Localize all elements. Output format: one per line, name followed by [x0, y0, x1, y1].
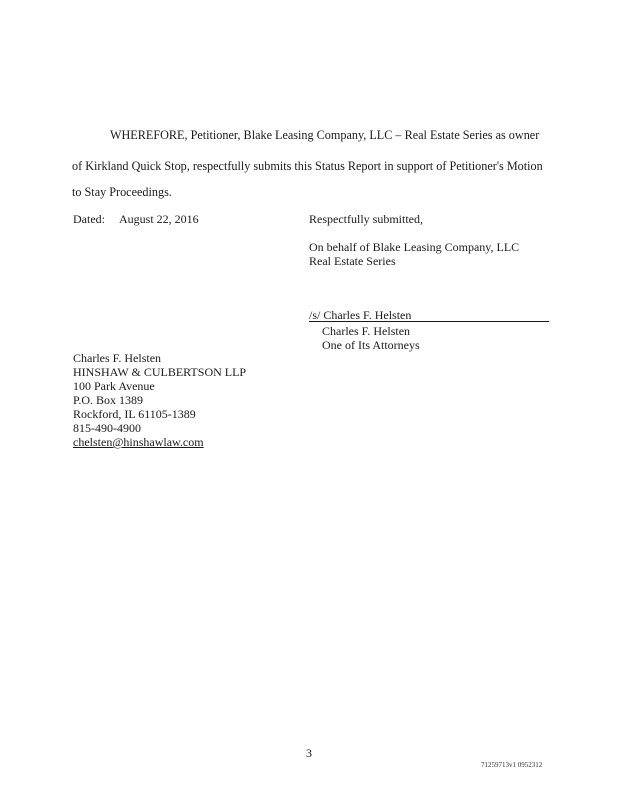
- dated-date: August 22, 2016: [119, 212, 199, 226]
- counsel-name: Charles F. Helsten: [73, 351, 162, 365]
- counsel-phone: 815-490-4900: [73, 421, 141, 435]
- document-id: 71259713v1 0952312: [481, 761, 543, 769]
- signer-role: One of Its Attorneys: [322, 338, 420, 352]
- body-line-3: to Stay Proceedings.: [72, 185, 172, 199]
- body-line-1: WHEREFORE, Petitioner, Blake Leasing Company, LLC – Real Estate Series as owner: [110, 128, 540, 142]
- page-number: 3: [306, 746, 312, 760]
- counsel-po-box: P.O. Box 1389: [73, 393, 144, 407]
- counsel-street: 100 Park Avenue: [73, 379, 155, 393]
- signature-line: [309, 321, 549, 322]
- signature: /s/ Charles F. Helsten: [309, 308, 412, 322]
- counsel-city: Rockford, IL 61105-1389: [73, 407, 196, 421]
- real-estate-series: Real Estate Series: [309, 254, 396, 268]
- dated-label: Dated:: [73, 212, 105, 226]
- respectfully-submitted: Respectfully submitted,: [309, 212, 423, 226]
- counsel-firm: HINSHAW & CULBERTSON LLP: [73, 365, 247, 379]
- body-line-2: of Kirkland Quick Stop, respectfully submits this Status Report in support of Petitioner's Motion: [72, 159, 543, 173]
- on-behalf-of: On behalf of Blake Leasing Company, LLC: [309, 240, 520, 254]
- counsel-email-link[interactable]: chelsten@hinshawlaw.com: [73, 435, 204, 449]
- signer-name: Charles F. Helsten: [322, 324, 411, 338]
